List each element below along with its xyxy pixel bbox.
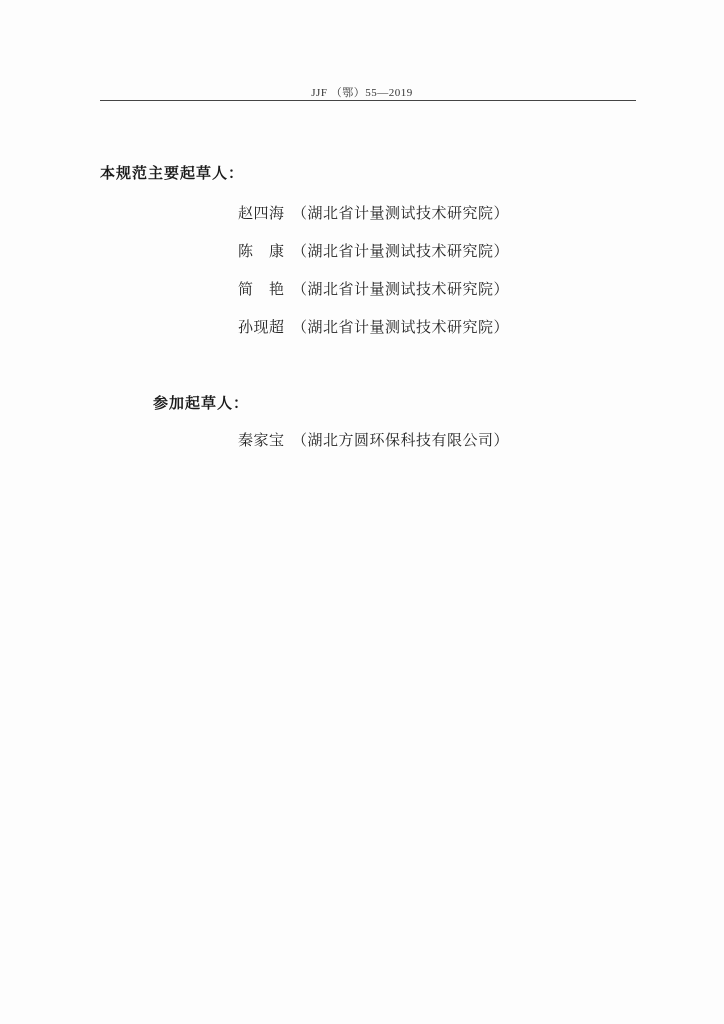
- drafter-name: 陈 康: [238, 242, 285, 260]
- drafter-org: （湖北省计量测试技术研究院）: [292, 242, 510, 260]
- main-drafter-row: [238, 278, 509, 299]
- drafter-name: 赵四海: [238, 204, 285, 222]
- header-rule: [100, 100, 636, 101]
- drafter-name: 孙现超: [238, 318, 285, 336]
- drafter-org: （湖北省计量测试技术研究院）: [292, 318, 510, 336]
- drafter-org: （湖北方圆环保科技有限公司）: [292, 431, 510, 449]
- drafter-org: （湖北省计量测试技术研究院）: [292, 204, 510, 222]
- participating-drafter-row: [238, 429, 509, 450]
- drafter-name: 简 艳: [238, 280, 285, 298]
- main-drafter-row: [238, 316, 509, 337]
- participating-drafters-heading: 参加起草人：: [153, 394, 250, 412]
- main-drafter-row: [238, 240, 509, 261]
- main-drafter-row: [238, 202, 509, 223]
- drafter-org: （湖北省计量测试技术研究院）: [292, 280, 510, 298]
- main-drafters-heading: 本规范主要起草人：: [100, 164, 245, 182]
- standard-code: JJF （鄂）55—2019: [311, 87, 413, 99]
- drafter-name: 秦家宝: [238, 431, 285, 449]
